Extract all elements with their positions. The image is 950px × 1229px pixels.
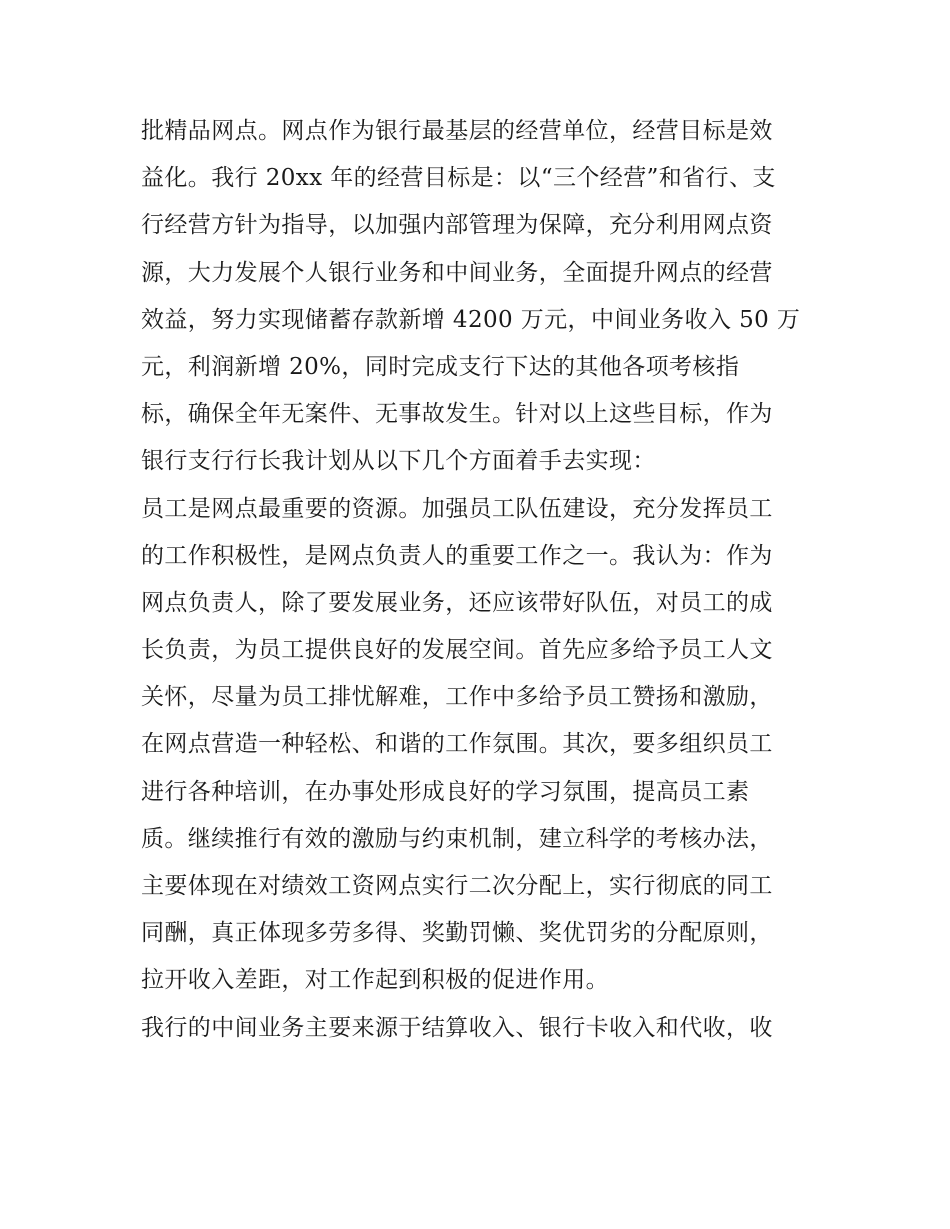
text-line: 在网点营造一种轻松、和谐的工作氛围。其次，要多组织员工 [141,731,773,758]
text-line: 进行各种培训，在办事处形成良好的学习氛围，提高员工素 [141,778,750,805]
text-line: 的工作积极性，是网点负责人的重要工作之一。我认为：作为 [141,542,773,569]
document-body [141,108,821,1052]
text-line: 主要体现在对绩效工资网点实行二次分配上，实行彻底的同工 [141,873,773,899]
text-line: 同酬，真正体现多劳多得、奖勤罚懒、奖优罚劣的分配原则， [141,920,773,947]
text-line: 质。继续推行有效的激励与约束机制，建立科学的考核办法， [141,825,773,852]
text-line: 关怀，尽量为员工排忧解难，工作中多给予员工赞扬和激励， [141,684,773,711]
text-line: 长负责，为员工提供良好的发展空间。首先应多给予员工人文 [141,637,773,664]
text-line: 网点负责人，除了要发展业务，还应该带好队伍，对员工的成 [141,589,773,616]
text-line: 银行支行行长我计划从以下几个方面着手去实现： [141,448,656,475]
text-line: 批精品网点。网点作为银行最基层的经营单位，经营目标是效 [141,118,773,144]
text-line: 我行的中间业务主要来源于结算收入、银行卡收入和代收，收 [141,1014,773,1041]
text-line: 拉开收入差距，对工作起到积极的促进作用。 [141,967,609,994]
text-line: 元，利润新增 20%，同时完成支行下达的其他各项考核指 [141,353,740,380]
text-line: 益化。我行 20xx 年的经营目标是：以“三个经营”和省行、支 [141,165,776,192]
text-line: 效益，努力实现储蓄存款新增 4200 万元，中间业务收入 50 万 [141,306,801,333]
text-line: 行经营方针为指导，以加强内部管理为保障，充分利用网点资 [141,212,773,239]
text-line: 员工是网点最重要的资源。加强员工队伍建设，充分发挥员工 [141,495,773,522]
text-line: 标，确保全年无案件、无事故发生。针对以上这些目标，作为 [141,401,773,428]
text-line: 源，大力发展个人银行业务和中间业务，全面提升网点的经营 [141,259,773,286]
